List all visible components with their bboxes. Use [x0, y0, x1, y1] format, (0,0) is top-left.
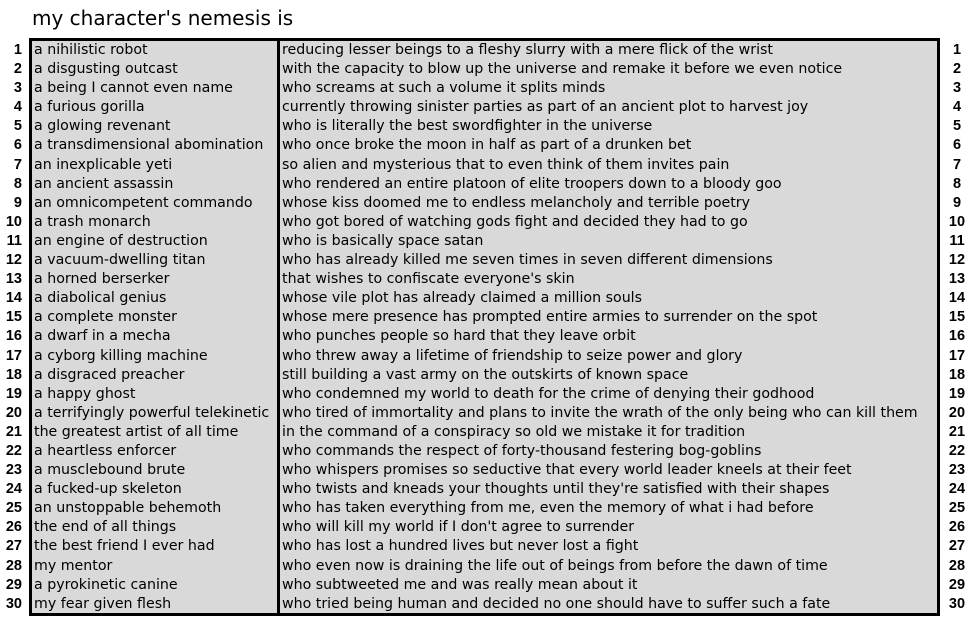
nemesis-descriptor-cell: an inexplicable yeti — [34, 156, 173, 173]
row-number-left: 1 — [13, 42, 22, 58]
table-row — [32, 461, 937, 480]
row-number-left: 15 — [5, 309, 22, 326]
row-number-left: 20 — [5, 404, 22, 421]
nemesis-trait-cell: in the command of a conspiracy so old we mistake it for tradition — [282, 423, 746, 440]
row-number-right: 5 — [952, 118, 962, 135]
row-number-left: 26 — [5, 519, 22, 536]
table-row — [32, 136, 937, 155]
row-number-right: 20 — [948, 404, 966, 421]
nemesis-descriptor-cell: a diabolical genius — [34, 290, 167, 307]
table-row — [32, 404, 937, 423]
row-number-left: 6 — [13, 137, 22, 154]
row-number-left: 17 — [5, 347, 22, 364]
nemesis-trait-cell: reducing lesser beings to a fleshy slurry with a mere flick of the wrist — [282, 42, 773, 58]
row-number-left: 23 — [5, 462, 22, 479]
nemesis-descriptor-cell: an omnicompetent commando — [34, 194, 253, 211]
row-number-right: 30 — [948, 595, 966, 612]
nemesis-descriptor-cell: a pyrokinetic canine — [34, 576, 178, 593]
nemesis-descriptor-cell: a happy ghost — [34, 385, 136, 402]
row-number-left: 10 — [5, 213, 22, 230]
nemesis-descriptor-cell: a terrifyingly powerful telekinetic — [34, 404, 270, 421]
row-number-left: 9 — [13, 194, 22, 211]
row-number-left: 18 — [5, 366, 22, 383]
row-number-right: 6 — [952, 137, 962, 154]
nemesis-descriptor-cell: a vacuum-dwelling titan — [34, 252, 206, 269]
row-number-right: 9 — [952, 194, 962, 211]
row-number-right: 10 — [948, 213, 966, 230]
table-row — [32, 60, 937, 79]
table-row — [32, 289, 937, 308]
nemesis-trait-cell: currently throwing sinister parties as part of an ancient plot to harvest joy — [282, 99, 809, 116]
nemesis-descriptor-cell: a nihilistic robot — [34, 42, 148, 58]
row-number-left: 12 — [5, 252, 22, 269]
table-row — [32, 194, 937, 213]
row-number-right: 1 — [952, 42, 962, 58]
nemesis-descriptor-cell: a furious gorilla — [34, 99, 145, 116]
table-row — [32, 327, 937, 346]
nemesis-descriptor-cell: an engine of destruction — [34, 232, 208, 249]
nemesis-trait-cell: who tired of immortality and plans to invite the wrath of the only being who can kill them — [282, 404, 918, 421]
nemesis-descriptor-cell: a horned berserker — [34, 271, 170, 288]
nemesis-trait-cell: with the capacity to blow up the universe and remake it before we even notice — [282, 61, 843, 78]
nemesis-descriptor-cell: a being I cannot even name — [34, 80, 233, 97]
row-number-right: 3 — [952, 80, 962, 97]
row-number-right: 26 — [948, 519, 966, 536]
nemesis-trait-cell: whose vile plot has already claimed a million souls — [282, 290, 643, 307]
nemesis-trait-cell: who rendered an entire platoon of elite troopers down to a bloody goo — [282, 175, 782, 192]
row-number-left: 24 — [5, 481, 22, 498]
row-number-left: 4 — [13, 99, 22, 116]
row-number-left: 14 — [5, 290, 22, 307]
row-number-right: 18 — [948, 366, 966, 383]
row-number-right: 14 — [948, 290, 966, 307]
nemesis-descriptor-cell: an unstoppable behemoth — [34, 500, 222, 517]
nemesis-descriptor-cell: a dwarf in a mecha — [34, 328, 171, 345]
row-number-right: 13 — [948, 271, 966, 288]
nemesis-trait-cell: who even now is draining the life out of beings from before the dawn of time — [282, 557, 828, 574]
table-row — [32, 480, 937, 499]
nemesis-descriptor-cell: a complete monster — [34, 309, 177, 326]
nemesis-descriptor-cell: the end of all things — [34, 519, 177, 536]
nemesis-trait-cell: who screams at such a volume it splits minds — [282, 80, 606, 97]
nemesis-trait-cell: still building a vast army on the outskirts of known space — [282, 366, 689, 383]
table-row — [32, 595, 937, 614]
nemesis-trait-cell: who tried being human and decided no one should have to suffer such a fate — [282, 595, 831, 612]
nemesis-trait-cell: who punches people so hard that they leave orbit — [282, 328, 636, 345]
nemesis-trait-cell: who subtweeted me and was really mean about it — [282, 576, 638, 593]
row-number-left: 30 — [5, 595, 22, 612]
row-number-right: 21 — [948, 423, 966, 440]
row-number-left: 22 — [5, 442, 22, 459]
row-number-right: 25 — [948, 500, 966, 517]
nemesis-descriptor-cell: a disgraced preacher — [34, 366, 185, 383]
row-number-right: 17 — [948, 347, 966, 364]
nemesis-trait-cell: who commands the respect of forty-thousand festering bog-goblins — [282, 442, 762, 459]
nemesis-descriptor-cell: a heartless enforcer — [34, 442, 177, 459]
row-number-left: 29 — [5, 576, 22, 593]
nemesis-descriptor-cell: a fucked-up skeleton — [34, 481, 182, 498]
nemesis-trait-cell: who once broke the moon in half as part of a drunken bet — [282, 137, 692, 154]
row-number-right: 16 — [948, 328, 966, 345]
nemesis-trait-cell: so alien and mysterious that to even think of them invites pain — [282, 156, 730, 173]
row-number-left: 27 — [5, 538, 22, 555]
table-row — [32, 366, 937, 385]
table-row — [32, 79, 937, 98]
nemesis-descriptor-cell: a trash monarch — [34, 213, 151, 230]
row-number-left: 16 — [5, 328, 22, 345]
table-row — [32, 41, 937, 60]
page-title: my character's nemesis is — [32, 6, 294, 30]
row-number-right: 29 — [948, 576, 966, 593]
nemesis-descriptor-cell: my fear given flesh — [34, 595, 172, 612]
table-row — [32, 537, 937, 556]
table-row — [32, 270, 937, 289]
nemesis-descriptor-cell: an ancient assassin — [34, 175, 174, 192]
table-row — [32, 576, 937, 595]
row-number-left: 21 — [5, 423, 22, 440]
nemesis-trait-cell: who will kill my world if I don't agree to surrender — [282, 519, 635, 536]
nemesis-trait-cell: who is literally the best swordfighter in the universe — [282, 118, 653, 135]
nemesis-descriptor-cell: a cyborg killing machine — [34, 347, 208, 364]
nemesis-trait-cell: who got bored of watching gods fight and decided they had to go — [282, 213, 748, 230]
nemesis-descriptor-cell: a musclebound brute — [34, 462, 186, 479]
table-row — [32, 442, 937, 461]
row-number-right: 7 — [952, 156, 962, 173]
row-number-left: 5 — [13, 118, 22, 135]
row-number-right: 4 — [952, 99, 962, 116]
nemesis-trait-cell: that wishes to confiscate everyone's skin — [282, 271, 575, 288]
row-number-left: 7 — [13, 156, 22, 173]
nemesis-descriptor-cell: a transdimensional abomination — [34, 137, 264, 154]
nemesis-table — [29, 38, 940, 616]
row-number-right: 28 — [948, 557, 966, 574]
row-number-left: 11 — [6, 232, 22, 249]
nemesis-trait-cell: who has already killed me seven times in seven different dimensions — [282, 252, 773, 269]
table-row — [32, 499, 937, 518]
nemesis-trait-cell: who is basically space satan — [282, 232, 484, 249]
nemesis-descriptor-cell: a glowing revenant — [34, 118, 171, 135]
nemesis-descriptor-cell: a disgusting outcast — [34, 61, 178, 78]
row-number-left: 25 — [5, 500, 22, 517]
table-row — [32, 251, 937, 270]
nemesis-trait-cell: whose mere presence has prompted entire armies to surrender on the spot — [282, 309, 818, 326]
row-numbers-right — [942, 41, 972, 614]
nemesis-trait-cell: who whispers promises so seductive that every world leader kneels at their feet — [282, 462, 852, 479]
nemesis-trait-cell: who twists and kneads your thoughts until they're satisfied with their shapes — [282, 481, 830, 498]
table-row — [32, 156, 937, 175]
nemesis-trait-cell: who condemned my world to death for the crime of denying their godhood — [282, 385, 815, 402]
row-number-right: 15 — [948, 309, 966, 326]
nemesis-trait-cell: who has lost a hundred lives but never lost a fight — [282, 538, 639, 555]
table-row — [32, 347, 937, 366]
table-row — [32, 518, 937, 537]
row-number-left: 19 — [5, 385, 22, 402]
nemesis-trait-cell: who threw away a lifetime of friendship to seize power and glory — [282, 347, 743, 364]
row-number-right: 2 — [952, 61, 962, 78]
row-number-right: 24 — [948, 481, 966, 498]
table-row — [32, 117, 937, 136]
row-number-right: 19 — [948, 385, 966, 402]
table-row — [32, 175, 937, 194]
nemesis-descriptor-cell: my mentor — [34, 557, 113, 574]
nemesis-descriptor-cell: the best friend I ever had — [34, 538, 215, 555]
row-number-right: 8 — [952, 175, 962, 192]
nemesis-trait-cell: who has taken everything from me, even the memory of what i had before — [282, 500, 814, 517]
row-number-left: 8 — [13, 175, 22, 192]
nemesis-descriptor-cell: the greatest artist of all time — [34, 423, 239, 440]
row-number-right: 22 — [948, 442, 966, 459]
nemesis-trait-cell: whose kiss doomed me to endless melancholy and terrible poetry — [282, 194, 751, 211]
row-number-right: 12 — [948, 252, 966, 269]
row-number-left: 13 — [5, 271, 22, 288]
table-row — [32, 98, 937, 117]
table-row — [32, 557, 937, 576]
table-row — [32, 308, 937, 327]
row-number-left: 2 — [13, 61, 22, 78]
table-rows — [32, 41, 937, 614]
table-row — [32, 385, 937, 404]
row-number-right: 23 — [948, 462, 966, 479]
row-number-right: 11 — [949, 232, 965, 249]
table-row — [32, 232, 937, 251]
row-number-right: 27 — [948, 538, 966, 555]
row-numbers-left — [0, 41, 28, 614]
row-number-left: 28 — [5, 557, 22, 574]
row-number-left: 3 — [13, 80, 22, 97]
table-row — [32, 423, 937, 442]
table-row — [32, 213, 937, 232]
